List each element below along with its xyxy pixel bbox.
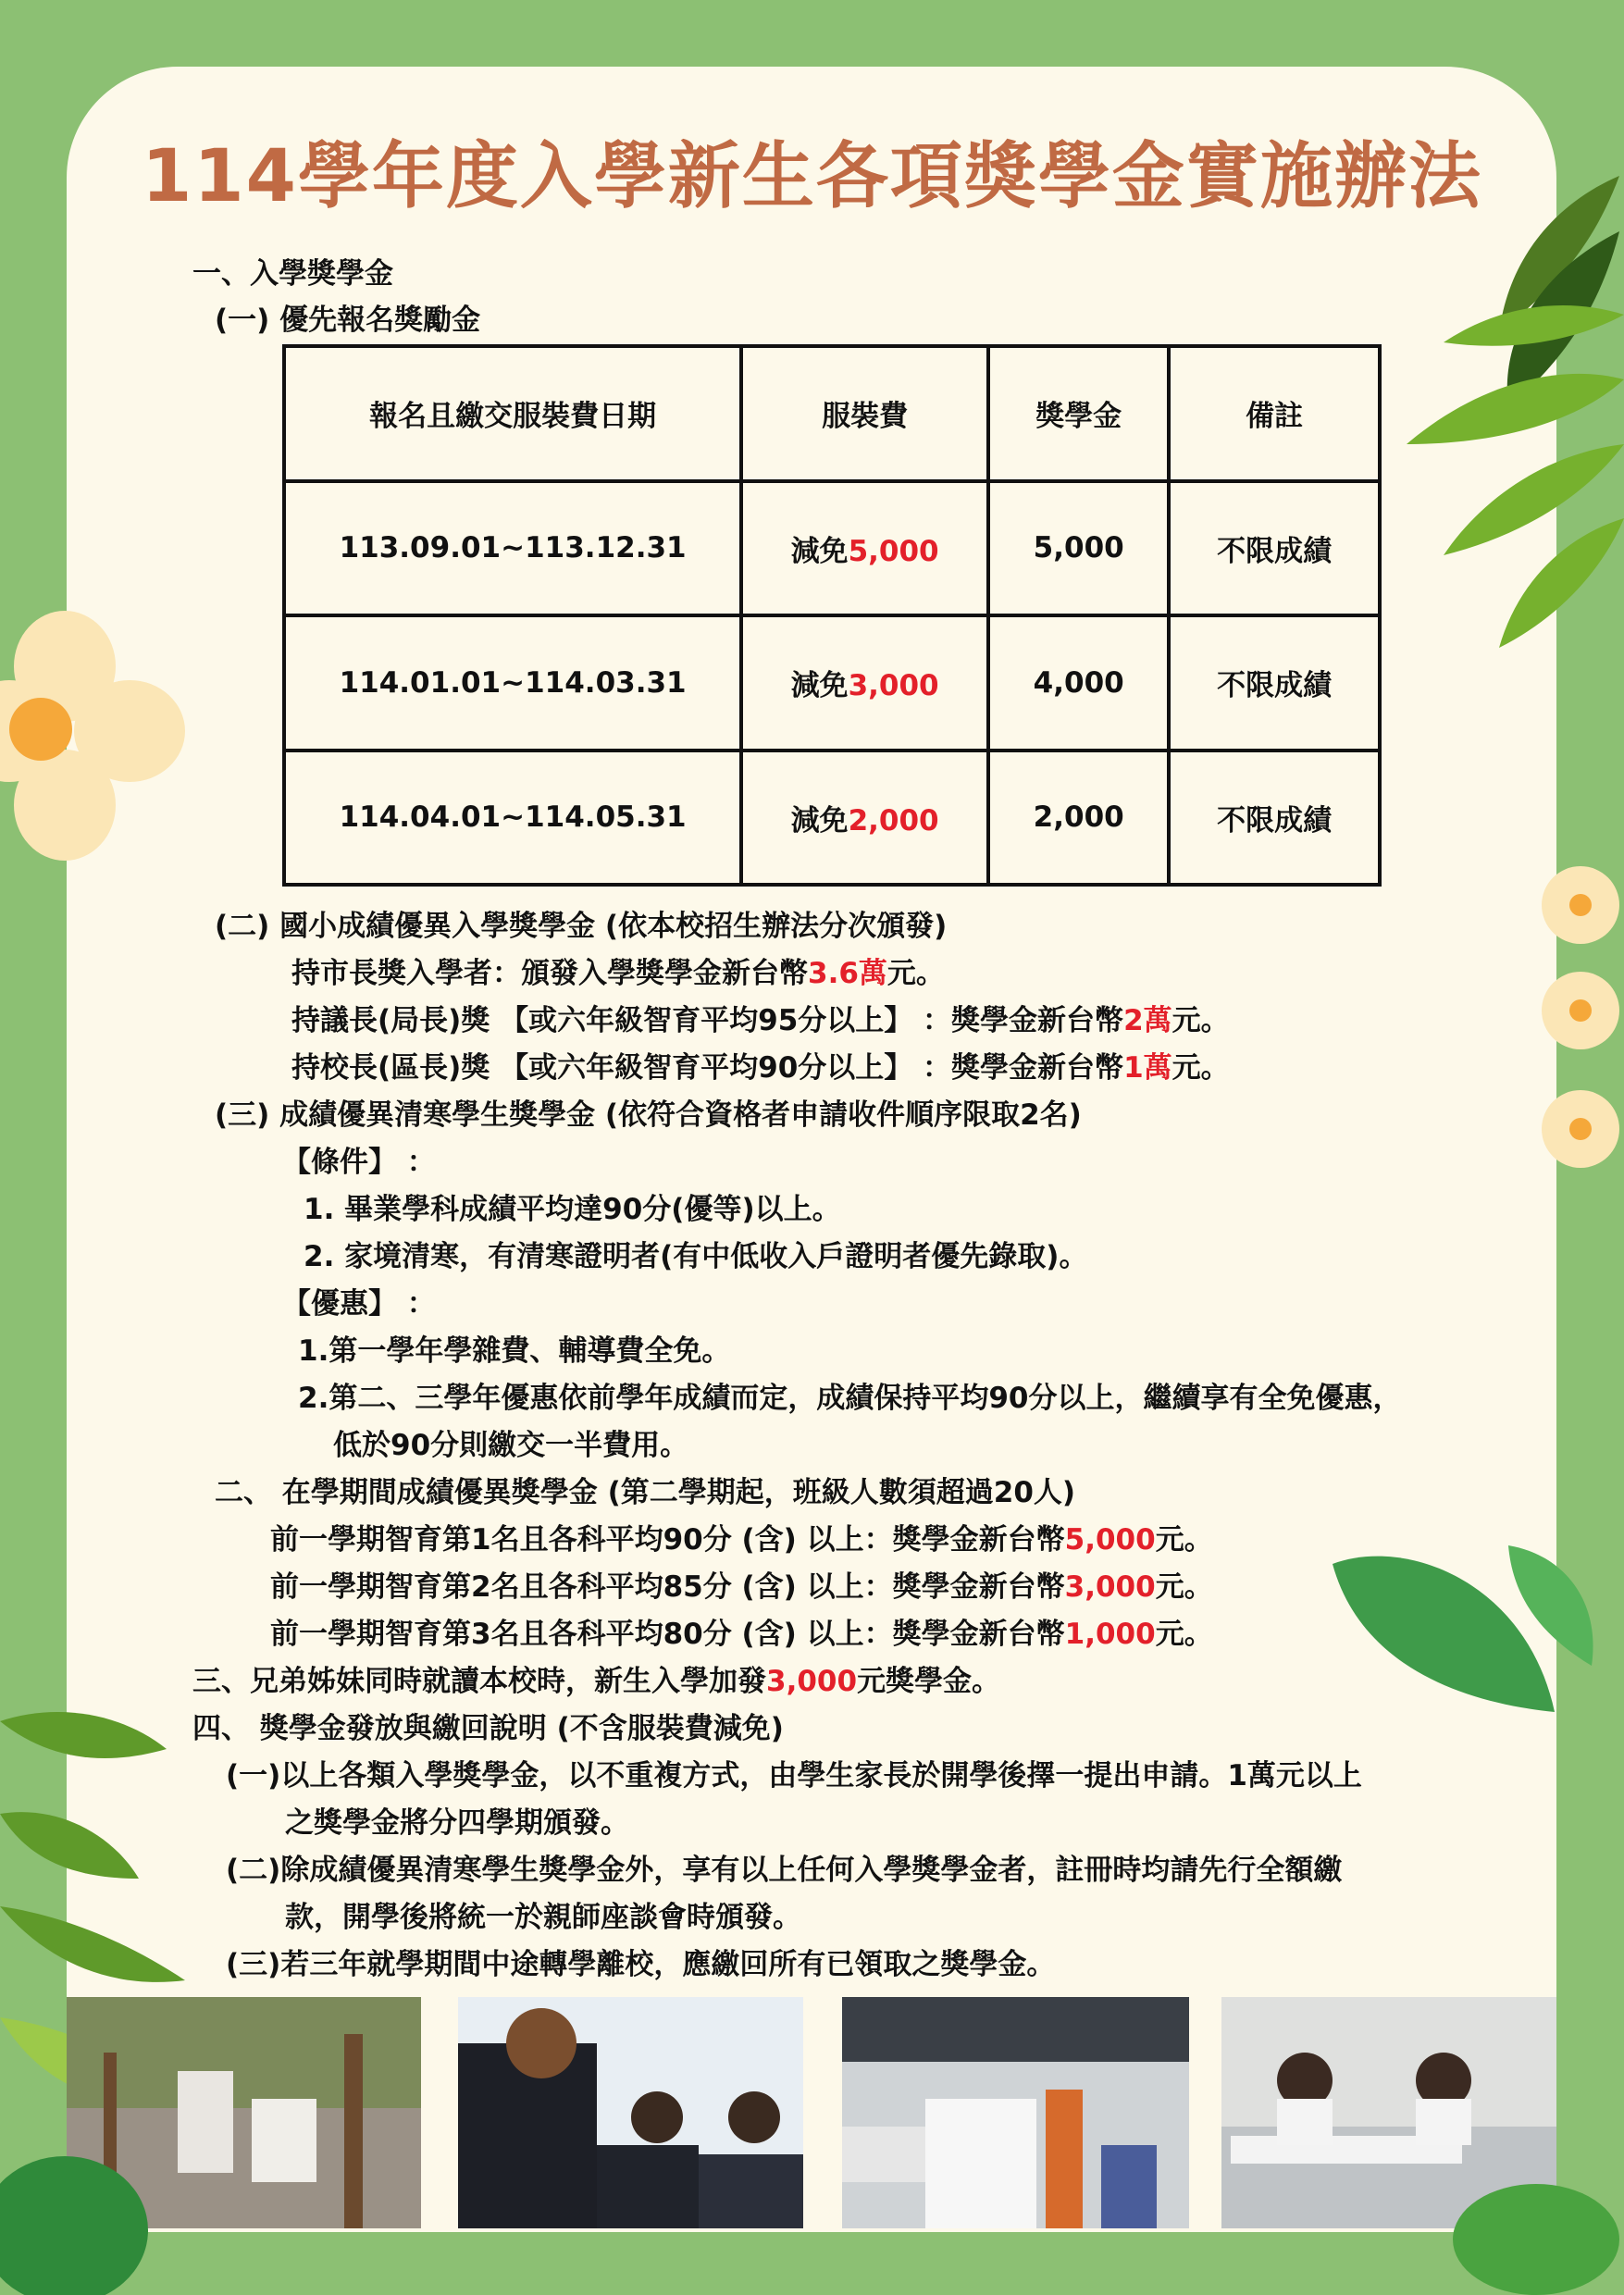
section-1-3-heading: (三) 成績優異清寒學生獎學金 (依符合資格者申請收件順序限取2名) xyxy=(215,1098,1082,1132)
bush-bottom-right-decoration xyxy=(1444,2156,1624,2295)
rank-award-line: 前一學期智育第3名且各科平均80分 (含) 以上：獎學金新台幣1,000元。 xyxy=(270,1618,1213,1651)
section-2-heading: 二、 在學期間成績優異獎學金 (第二學期起，班級人數須超過20人) xyxy=(215,1476,1076,1509)
table-header-row xyxy=(284,346,1380,481)
rule-item-continued: 款，開學後將統一於親師座談會時頒發。 xyxy=(285,1901,801,1934)
flower-left-icon xyxy=(0,602,185,861)
award-line: 持校長(區長)獎 【或六年級智育平均90分以上】 ：獎學金新台幣1萬元。 xyxy=(291,1051,1230,1085)
rule-item: (三)若三年就學期間中途轉學離校，應繳回所有已領取之獎學金。 xyxy=(226,1948,1056,1981)
note-cell: 不限成績 xyxy=(1169,615,1380,751)
fee-amount: 2,000 xyxy=(848,803,939,837)
condition-item: 1. 畢業學科成績平均達90分(優等)以上。 xyxy=(304,1193,841,1226)
photo-teacher-students xyxy=(458,1997,803,2228)
section-1-1-heading: (一) 優先報名獎勵金 xyxy=(215,304,481,337)
fee-amount: 5,000 xyxy=(848,534,939,568)
rule-item: (一)以上各類入學獎學金，以不重複方式，由學生家長於開學後擇一提出申請。1萬元以上 xyxy=(226,1759,1362,1793)
note-cell: 不限成績 xyxy=(1169,751,1380,886)
award-line: 持議長(局長)獎 【或六年級智育平均95分以上】 ：獎學金新台幣2萬元。 xyxy=(291,1004,1230,1037)
date-cell: 113.09.01~113.12.31 xyxy=(284,481,741,616)
fee-amount: 3,000 xyxy=(848,669,939,703)
flower-right-icon xyxy=(1536,861,1624,1185)
date-cell: 114.01.01~114.03.31 xyxy=(284,615,741,751)
rule-item-continued: 之獎學金將分四學期頒發。 xyxy=(285,1806,629,1840)
benefit-label: 【優惠】 ： xyxy=(282,1287,436,1321)
fee-prefix: 減免 xyxy=(790,669,849,703)
page-title: 114學年度入學新生各項獎學金實施辦法 xyxy=(142,135,1482,218)
fee-cell xyxy=(741,751,988,886)
rank-award-line: 前一學期智育第1名且各科平均90分 (含) 以上：獎學金新台幣5,000元。 xyxy=(270,1523,1213,1557)
benefit-item: 2.第二、三學年優惠依前學年成績而定，成績保持平均90分以上，繼續享有全免優惠， xyxy=(298,1382,1402,1415)
scholarship-cell: 5,000 xyxy=(988,481,1169,616)
table-header: 報名且繳交服裝費日期 xyxy=(284,346,741,481)
table-header: 服裝費 xyxy=(741,346,988,481)
rank-award-line: 前一學期智育第2名且各科平均85分 (含) 以上：獎學金新台幣3,000元。 xyxy=(270,1570,1213,1604)
date-cell: 114.04.01~114.05.31 xyxy=(284,751,741,886)
table-header: 獎學金 xyxy=(988,346,1169,481)
benefit-item-continued: 低於90分則繳交一半費用。 xyxy=(333,1429,689,1462)
benefit-item: 1.第一學年學雜費、輔導費全免。 xyxy=(298,1334,731,1368)
section-4-heading: 四、 獎學金發放與繳回說明 (不含服裝費減免) xyxy=(192,1712,784,1745)
fee-prefix: 減免 xyxy=(790,803,849,837)
section-1-2-heading: (二) 國小成績優異入學獎學金 (依本校招生辦法分次頒發) xyxy=(215,910,948,943)
section-3-line: 三、兄弟姊妹同時就讀本校時，新生入學加發3,000元獎學金。 xyxy=(192,1665,1001,1698)
fee-prefix: 減免 xyxy=(790,534,849,568)
condition-item: 2. 家境清寒，有清寒證明者(有中低收入戶證明者優先錄取)。 xyxy=(304,1240,1088,1273)
scholarship-cell: 2,000 xyxy=(988,751,1169,886)
table-header: 備註 xyxy=(1169,346,1380,481)
section-1-heading: 一、入學獎學金 xyxy=(192,257,393,291)
condition-label: 【條件】 ： xyxy=(282,1146,436,1179)
table-row xyxy=(284,481,1380,616)
fee-cell xyxy=(741,481,988,616)
fee-cell xyxy=(741,615,988,751)
photo-classroom xyxy=(842,1997,1189,2228)
scholarship-cell: 4,000 xyxy=(988,615,1169,751)
leaf-right-icon xyxy=(1323,1527,1601,1740)
palm-leaf-decoration xyxy=(1370,148,1624,722)
table-row xyxy=(284,751,1380,886)
early-registration-table xyxy=(282,344,1382,887)
award-line: 持市長獎入學者：頒發入學獎學金新台幣3.6萬元。 xyxy=(291,957,945,990)
table-row xyxy=(284,615,1380,751)
bush-bottom-left-decoration xyxy=(0,2128,148,2295)
rule-item: (二)除成績優異清寒學生獎學金外，享有以上任何入學獎學金者，註冊時均請先行全額繳 xyxy=(226,1854,1343,1887)
note-cell: 不限成績 xyxy=(1169,481,1380,616)
